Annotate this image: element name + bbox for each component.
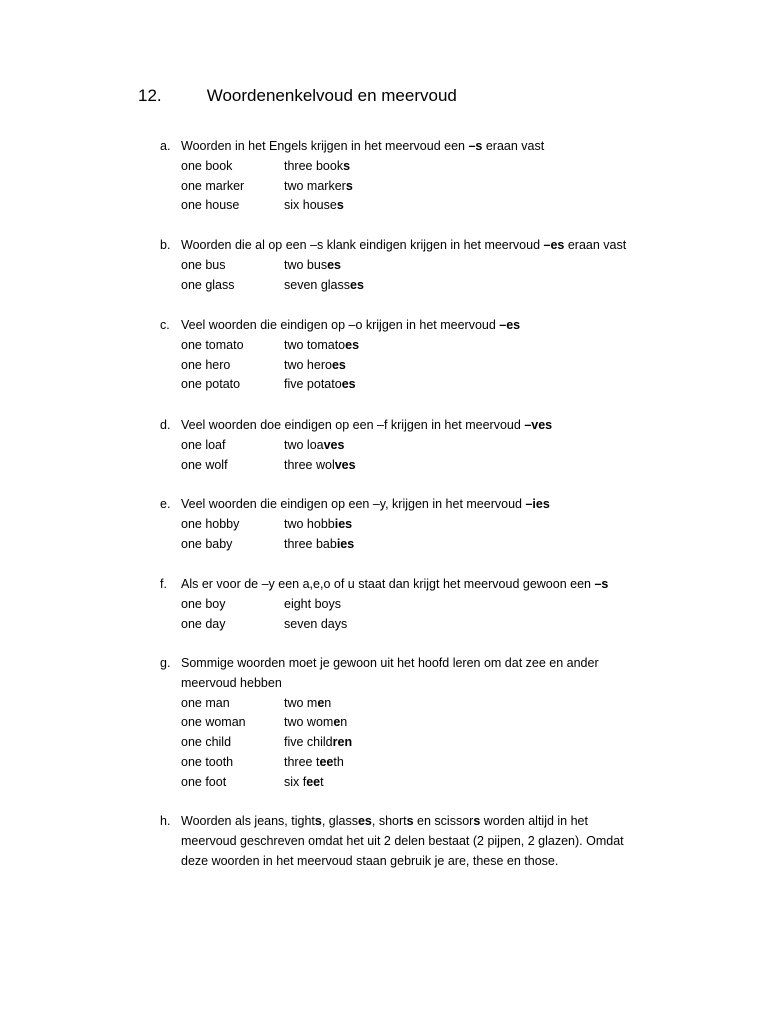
singular-form: one book: [181, 158, 233, 173]
text-run: th: [333, 754, 344, 769]
example-pair: [160, 336, 661, 356]
document-heading: [138, 86, 457, 106]
rule-label: c.: [160, 318, 170, 332]
singular-form: one foot: [181, 774, 227, 789]
example-pair: [160, 356, 661, 376]
text-run: eraan vast: [482, 139, 545, 153]
bold-text: ies: [334, 516, 353, 531]
rule-line: [160, 654, 661, 674]
plural-form: [284, 356, 346, 376]
singular-form: one baby: [181, 536, 233, 551]
bold-text: es: [345, 337, 360, 352]
example-pair: [160, 515, 661, 535]
rule-label: b.: [160, 238, 171, 252]
bold-text: –es: [499, 318, 521, 332]
bold-text: –s: [594, 577, 609, 591]
plural-form: [284, 694, 331, 714]
singular-form: one marker: [181, 178, 245, 193]
rule-line: [160, 416, 661, 436]
bold-text: e: [317, 695, 325, 710]
text-run: three book: [284, 158, 344, 173]
rule-text: [181, 316, 661, 336]
rule-text: [181, 416, 661, 436]
example-pair: [160, 713, 661, 733]
text-run: two wom: [284, 715, 334, 730]
rule-section: [160, 812, 661, 871]
rule-line: [160, 137, 661, 157]
bold-text: e: [333, 715, 341, 730]
rule-text: [181, 495, 661, 515]
rule-label: e.: [160, 497, 171, 511]
text-run: six house: [284, 198, 337, 213]
rule-line: [160, 495, 661, 515]
example-pair: [160, 615, 661, 635]
text-run: two marker: [284, 178, 346, 193]
text-run: n: [324, 695, 332, 710]
bold-text: ves: [323, 437, 345, 452]
text-run: deze woorden in het meervoud staan gebruik je are, these en those.: [181, 853, 559, 868]
rule-section: [160, 416, 661, 475]
rule-line: [160, 316, 661, 336]
plural-form: [284, 336, 359, 356]
text-run: , glass: [321, 814, 358, 828]
rule-section: [160, 495, 661, 554]
text-run: Woorden die al op een –s klank eindigen krijgen in het meervoud: [181, 238, 544, 252]
bold-text: es: [350, 277, 364, 292]
bold-text: s: [343, 158, 351, 173]
rule-text: [181, 812, 661, 832]
example-pair: [160, 177, 661, 197]
singular-form: one man: [181, 695, 230, 710]
example-pair: [160, 256, 661, 276]
bold-text: s: [336, 198, 344, 213]
text-run: seven glass: [284, 277, 351, 292]
rule-label: h.: [160, 814, 171, 828]
singular-form: one child: [181, 735, 232, 750]
plural-form: [284, 157, 350, 177]
bold-text: ee: [319, 754, 334, 769]
rule-text: [181, 674, 661, 694]
text-run: two m: [284, 695, 318, 710]
example-pair: [160, 436, 661, 456]
plural-form: [284, 615, 347, 635]
singular-form: one boy: [181, 596, 226, 611]
rule-label: f.: [160, 577, 167, 591]
rule-text: [181, 137, 661, 157]
plural-form: [284, 456, 356, 476]
bold-text: ee: [306, 774, 321, 789]
rule-text: [181, 575, 661, 595]
rule-text: [181, 654, 661, 674]
heading-number: 12.: [138, 86, 162, 105]
singular-form: one woman: [181, 715, 246, 730]
text-run: two tomato: [284, 337, 346, 352]
text-run: meervoud hebben: [181, 675, 282, 690]
plural-form: [284, 276, 364, 296]
text-run: en scissor: [413, 814, 474, 828]
plural-form: [284, 713, 347, 733]
rule-text: [181, 852, 661, 872]
rule-section: [160, 654, 661, 793]
text-run: two hobb: [284, 516, 335, 531]
text-run: n: [340, 715, 348, 730]
text-run: eight boys: [284, 596, 341, 611]
bold-text: ies: [336, 536, 355, 551]
text-run: t: [320, 774, 324, 789]
text-run: Veel woorden die eindigen op een –y, krijgen in het meervoud: [181, 497, 526, 511]
rule-label: g.: [160, 656, 171, 670]
singular-form: one hobby: [181, 516, 240, 531]
example-pair: [160, 694, 661, 714]
singular-form: one wolf: [181, 457, 228, 472]
rule-line: [160, 236, 661, 256]
rule-line: [160, 852, 661, 872]
plural-form: [284, 733, 352, 753]
text-run: eraan vast: [564, 238, 627, 252]
example-pair: [160, 375, 661, 395]
plural-form: [284, 515, 352, 535]
rule-line: [160, 832, 661, 852]
example-pair: [160, 733, 661, 753]
text-run: , short: [371, 814, 407, 828]
text-run: Sommige woorden moet je gewoon uit het hoofd leren om dat zee en ander: [181, 656, 599, 670]
text-run: five potato: [284, 377, 342, 392]
rule-section: [160, 575, 661, 634]
rule-section: [160, 137, 661, 216]
bold-text: es: [327, 257, 341, 272]
plural-form: [284, 375, 356, 395]
text-run: three t: [284, 754, 320, 769]
bold-text: –ies: [525, 497, 550, 511]
text-run: six f: [284, 774, 307, 789]
rule-line: [160, 674, 661, 694]
text-run: two loa: [284, 437, 324, 452]
rule-label: [160, 674, 181, 694]
example-pair: [160, 595, 661, 615]
rule-label: [160, 852, 181, 872]
rule-label: [160, 832, 181, 852]
example-pair: [160, 456, 661, 476]
plural-form: [284, 535, 354, 555]
plural-form: [284, 595, 341, 615]
text-run: five child: [284, 735, 333, 750]
example-pair: [160, 157, 661, 177]
text-run: Veel woorden doe eindigen op een –f krijgen in het meervoud: [181, 418, 525, 432]
bold-text: –ves: [524, 418, 553, 432]
bold-text: s: [345, 178, 353, 193]
singular-form: one house: [181, 198, 240, 213]
rule-section: [160, 316, 661, 395]
text-run: two bus: [284, 257, 328, 272]
rule-text: [181, 236, 661, 256]
text-run: seven days: [284, 616, 348, 631]
text-run: meervoud geschreven omdat het uit 2 delen bestaat (2 pijpen, 2 glazen). Omdat: [181, 833, 624, 848]
example-pair: [160, 196, 661, 216]
text-run: Als er voor de –y een a,e,o of u staat dan krijgt het meervoud gewoon een: [181, 577, 595, 591]
singular-form: one bus: [181, 257, 226, 272]
singular-form: one tooth: [181, 754, 234, 769]
singular-form: one hero: [181, 357, 231, 372]
heading-title: Woordenenkelvoud en meervoud: [206, 86, 457, 105]
singular-form: one potato: [181, 377, 241, 392]
singular-form: one loaf: [181, 437, 226, 452]
text-run: two hero: [284, 357, 332, 372]
bold-text: ves: [334, 457, 356, 472]
rule-label: d.: [160, 418, 171, 432]
bold-text: es: [331, 357, 346, 372]
bold-text: ren: [332, 735, 353, 750]
singular-form: one glass: [181, 277, 235, 292]
plural-form: [284, 177, 353, 197]
bold-text: s: [406, 814, 414, 828]
rule-label: a.: [160, 139, 171, 153]
example-pair: [160, 276, 661, 296]
bold-text: s: [473, 814, 481, 828]
bold-text: es: [357, 814, 372, 828]
rule-line: [160, 812, 661, 832]
example-pair: [160, 535, 661, 555]
singular-form: one day: [181, 616, 226, 631]
rule-text: [181, 832, 661, 852]
bold-text: –s: [468, 139, 483, 153]
rule-line: [160, 575, 661, 595]
bold-text: –es: [543, 238, 565, 252]
plural-form: [284, 436, 344, 456]
rule-section: [160, 236, 661, 295]
text-run: three bab: [284, 536, 337, 551]
bold-text: s: [314, 814, 322, 828]
text-run: three wol: [284, 457, 335, 472]
example-pair: [160, 773, 661, 793]
singular-form: one tomato: [181, 337, 244, 352]
example-pair: [160, 753, 661, 773]
text-run: worden altijd in het: [480, 814, 588, 828]
text-run: Woorden als jeans, tight: [181, 814, 315, 828]
text-run: Veel woorden die eindigen op –o krijgen in het meervoud: [181, 318, 500, 332]
plural-form: [284, 196, 344, 216]
bold-text: es: [341, 377, 356, 392]
plural-form: [284, 256, 341, 276]
text-run: Woorden in het Engels krijgen in het meervoud een: [181, 139, 469, 153]
plural-form: [284, 773, 324, 793]
plural-form: [284, 753, 344, 773]
